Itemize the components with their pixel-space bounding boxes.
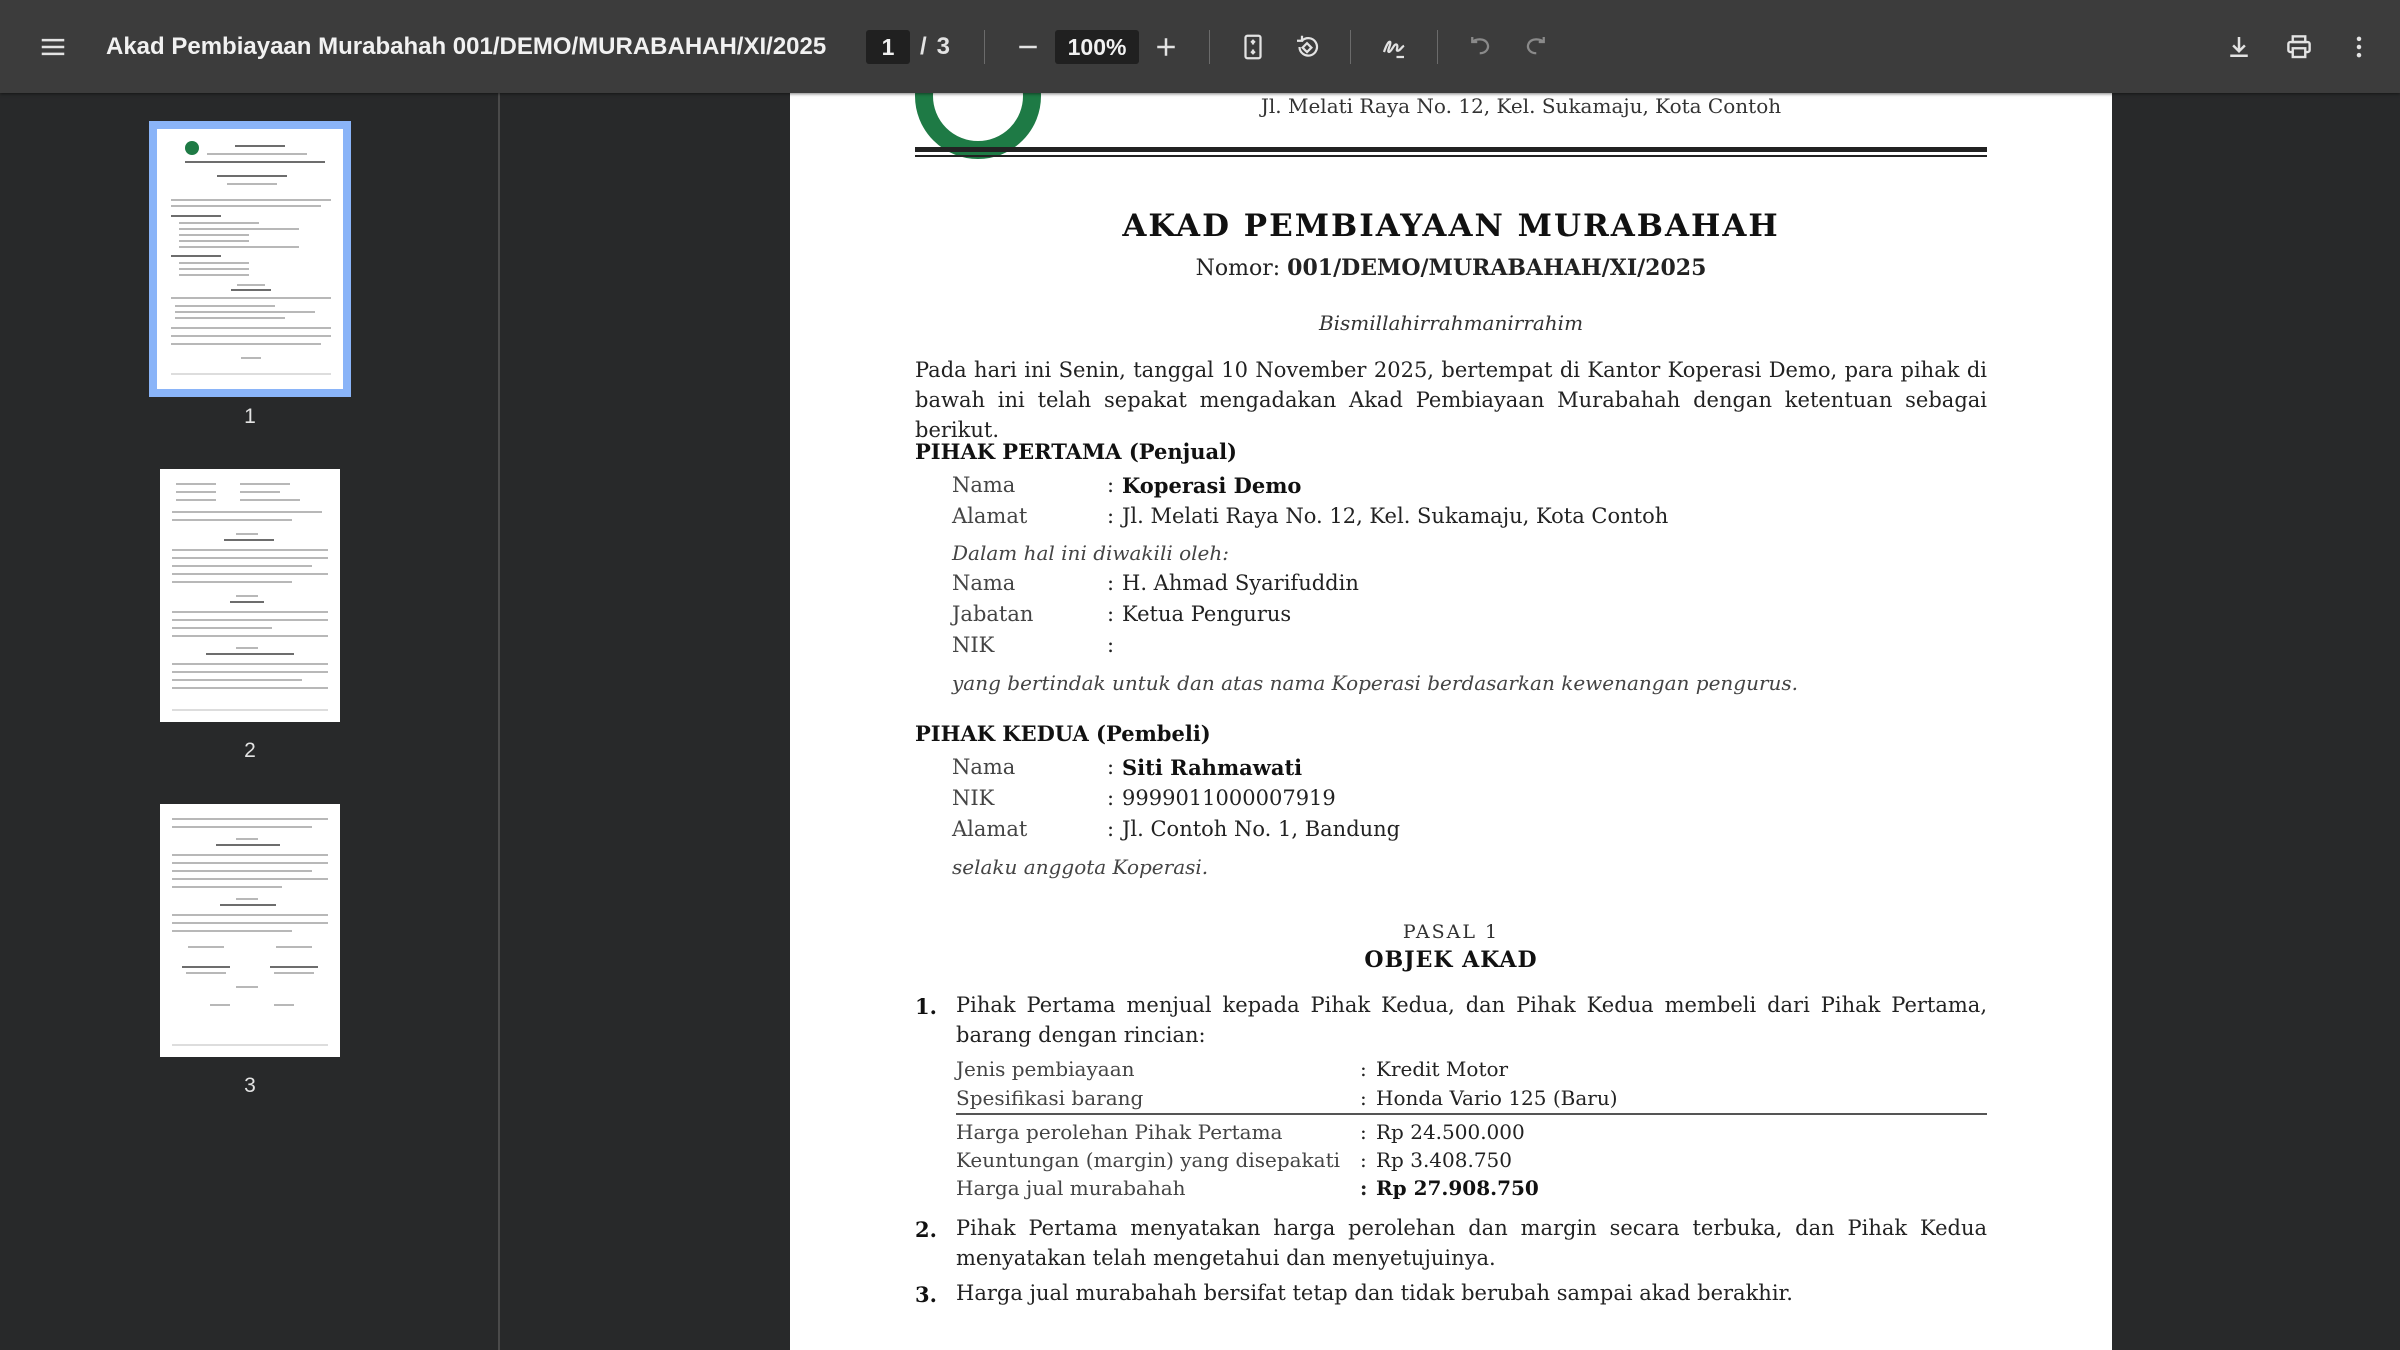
download-icon[interactable] (2212, 20, 2266, 74)
first-party-address-row (952, 504, 1952, 534)
zoom-level-input[interactable]: 100% (1055, 30, 1139, 64)
undo-icon[interactable] (1454, 20, 1508, 74)
representative-name: H. Ahmad Syarifuddin (1122, 571, 1359, 595)
second-party-name-row (952, 755, 1952, 785)
field-colon: : (1107, 473, 1115, 497)
article-title: OBJEK AKAD (1364, 947, 1538, 973)
zoom-out-icon[interactable] (1001, 20, 1055, 74)
letterhead-rule (915, 147, 1987, 152)
first-party-closing: yang bertindak untuk dan atas nama Koperasi berdasarkan kewenangan pengurus. (952, 671, 1799, 695)
redo-icon[interactable] (1508, 20, 1562, 74)
toolbar-divider (984, 30, 985, 64)
toolbar-divider (1209, 30, 1210, 64)
second-party-heading: PIHAK KEDUA (Pembeli) (915, 721, 1211, 746)
detail-colon: : (1360, 1148, 1367, 1172)
detail-colon: : (1360, 1086, 1367, 1110)
article-item-number: 3. (915, 1282, 937, 1307)
representative-nik-row (952, 633, 1952, 663)
detail-row-acquisition-price (956, 1120, 1987, 1148)
more-icon[interactable] (2332, 20, 2386, 74)
article-item-text: Harga jual murabahah bersifat tetap dan tidak berubah sampai akad berakhir. (956, 1281, 1793, 1305)
field-label: Nama (952, 755, 1016, 779)
article-item-number: 2. (915, 1217, 937, 1242)
opening-paragraph: Pada hari ini Senin, tanggal 10 November 2025, bertempat di Kantor Koperasi Demo, para pihak di bawah ini telah sepakat mengadakan Akad Pembiayaan Murabahah dengan ketentuan sebagai berikut. (915, 358, 1987, 442)
detail-colon: : (1360, 1176, 1368, 1200)
detail-value: Kredit Motor (1376, 1057, 1509, 1081)
field-label: Alamat (952, 817, 1028, 841)
field-label: Jabatan (952, 602, 1034, 626)
field-label: NIK (952, 786, 995, 810)
detail-label: Harga perolehan Pihak Pertama (956, 1120, 1283, 1144)
detail-value: Honda Vario 125 (Baru) (1376, 1086, 1618, 1110)
detail-label: Harga jual murabahah (956, 1176, 1186, 1200)
field-colon: : (1107, 755, 1115, 779)
nomor-label: Nomor: (1195, 256, 1281, 281)
total-pages: 3 (936, 32, 951, 60)
field-colon: : (1107, 633, 1115, 657)
detail-label: Keuntungan (margin) yang disepakati (956, 1148, 1341, 1172)
document-viewer[interactable] (502, 93, 2400, 1350)
thumbnail-label-2: 2 (244, 739, 256, 762)
article-number: PASAL 1 (1402, 921, 1500, 943)
first-party-address: Jl. Melati Raya No. 12, Kel. Sukamaju, Kota Contoh (1122, 504, 1669, 528)
fit-page-icon[interactable] (1226, 20, 1280, 74)
second-party-name: Siti Rahmawati (1122, 755, 1303, 780)
field-label: NIK (952, 633, 995, 657)
pdf-toolbar (0, 0, 2400, 93)
rotate-icon[interactable] (1280, 20, 1334, 74)
document-title: Akad Pembiayaan Murabahah 001/DEMO/MURABAHAH/XI/2025 (106, 32, 827, 60)
article-item-number: 1. (915, 994, 937, 1019)
representative-position: Ketua Pengurus (1122, 602, 1292, 626)
field-colon: : (1107, 786, 1115, 810)
contract-title: AKAD PEMBIAYAAN MURABAHAH (1122, 208, 1780, 244)
second-party-address-row (952, 817, 1952, 847)
detail-value: Rp 27.908.750 (1376, 1176, 1539, 1200)
detail-divider (956, 1113, 1987, 1115)
basmalah: Bismillahirrahmanirrahim (1318, 311, 1584, 335)
detail-value: Rp 3.408.750 (1376, 1148, 1513, 1172)
field-colon: : (1107, 602, 1115, 626)
detail-row-margin (956, 1148, 1987, 1176)
field-colon: : (1107, 571, 1115, 595)
second-party-address: Jl. Contoh No. 1, Bandung (1122, 817, 1401, 841)
print-icon[interactable] (2272, 20, 2326, 74)
first-party-heading: PIHAK PERTAMA (Penjual) (915, 439, 1237, 464)
nomor-value: 001/DEMO/MURABAHAH/XI/2025 (1287, 255, 1707, 281)
field-colon: : (1107, 504, 1115, 528)
detail-colon: : (1360, 1057, 1367, 1081)
article-item-text: Pihak Pertama menjual kepada Pihak Kedua, dan Pihak Kedua membeli dari Pihak Pertama, barang dengan rincian: (956, 993, 1987, 1047)
letterhead-address: Jl. Melati Raya No. 12, Kel. Sukamaju, Kota Contoh (1260, 94, 1782, 118)
detail-row-financing-type (956, 1057, 1987, 1085)
representative-position-row (952, 602, 1952, 632)
zoom-in-icon[interactable] (1139, 20, 1193, 74)
page-thumbnail-2[interactable] (160, 469, 340, 722)
second-party-nik: 9999011000007919 (1122, 786, 1336, 810)
detail-label: Jenis pembiayaan (956, 1057, 1135, 1081)
page-thumbnail-1[interactable] (157, 129, 343, 389)
menu-icon[interactable] (26, 20, 80, 74)
page-number-input[interactable]: 1 (866, 30, 910, 64)
field-label: Nama (952, 571, 1016, 595)
detail-row-item-spec (956, 1086, 1987, 1114)
represented-by-note: Dalam hal ini diwakili oleh: (952, 541, 1229, 565)
first-party-name: Koperasi Demo (1122, 473, 1302, 498)
representative-name-row (952, 571, 1952, 601)
article-item-text: Pihak Pertama menyatakan harga perolehan dan margin secara terbuka, dan Pihak Kedua menyatakan telah mengetahui dan menyetujuinya. (956, 1216, 1987, 1270)
toolbar-divider (1437, 30, 1438, 64)
field-label: Alamat (952, 504, 1028, 528)
detail-value: Rp 24.500.000 (1376, 1120, 1525, 1144)
detail-label: Spesifikasi barang (956, 1086, 1144, 1110)
toolbar-divider (1350, 30, 1351, 64)
second-party-closing: selaku anggota Koperasi. (952, 855, 1209, 879)
letterhead-rule-thin (915, 155, 1987, 157)
thumbnail-label-1: 1 (244, 405, 256, 428)
page-thumbnail-3[interactable] (160, 804, 340, 1057)
detail-row-selling-price (956, 1176, 1987, 1204)
page-separator: / (920, 32, 927, 60)
first-party-name-row (952, 473, 1952, 503)
annotate-icon[interactable] (1367, 20, 1421, 74)
field-colon: : (1107, 817, 1115, 841)
second-party-nik-row (952, 786, 1952, 816)
field-label: Nama (952, 473, 1016, 497)
thumbnail-sidebar (0, 93, 500, 1350)
thumbnail-label-3: 3 (244, 1074, 256, 1097)
detail-colon: : (1360, 1120, 1367, 1144)
contract-number (790, 255, 2112, 281)
document-page (790, 93, 2112, 1350)
